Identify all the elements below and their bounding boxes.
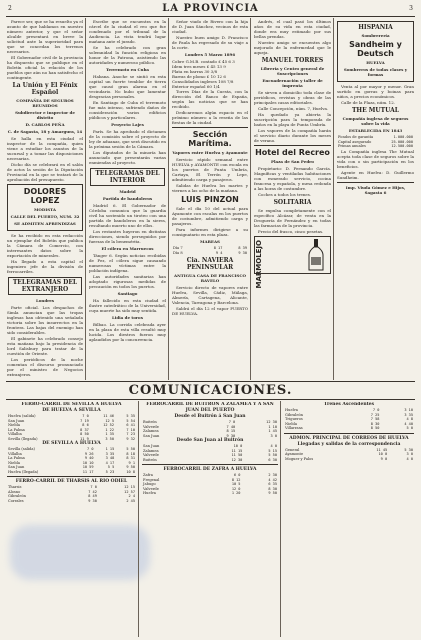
table-cell: 7 0 xyxy=(90,485,97,489)
table-cell: 1 15 xyxy=(105,447,115,451)
table-cell: 4 0 xyxy=(406,456,413,461)
ad-line: Sombrerería xyxy=(361,33,390,38)
section-heading: Sección Marítima. xyxy=(188,130,232,148)
paragraph: Bilbao. La corrida celebrada ayer en la plaza de esta villa resultó muy lucida. Los diestros fueron muy aplaudidos por la concurrencia. xyxy=(89,322,166,342)
advertisement-box xyxy=(7,184,83,231)
paragraph: Sale el día 10 del actual para Ayamonte con escalas en los puertos de costumbre, admitiendo carga y pasajeros. xyxy=(172,206,248,226)
timetable-heading: FERROCARRIL DE ZAFRA A HUELVA xyxy=(163,467,257,472)
paragraph: Nuestro buen amigo D. Francisco de Paula ha regresado de su viaje a la corte. xyxy=(172,35,248,50)
table-cell: 25.000.000 xyxy=(391,139,413,144)
ad-line: HUELVA xyxy=(366,60,385,65)
paragraph: Parece ser, que se ha resuelto ya el asunto de que hablamos en nuestro número anterior, y que el señor alcalde presentará en breve la solicitud ante la superioridad para que se concedan los terrenos necesarios. xyxy=(7,19,83,54)
page-number-left: 2 xyxy=(8,5,12,12)
column-separator xyxy=(138,401,139,637)
ad-line: SE ADMITEN APRENDIZAS xyxy=(14,221,76,226)
table-cell: 8 50 xyxy=(370,426,380,430)
subheading: Partida de bandoleros xyxy=(102,196,153,201)
divider xyxy=(254,145,331,146)
table-cell: 8 37 xyxy=(80,427,89,432)
paragraph: Calle de la Plaza, núm. 12. xyxy=(341,100,396,105)
timetable-column-1 xyxy=(7,402,136,637)
paragraph: Los periódicos de la noche comentan el discurso pronunciado por el ministro de Negocios extranjeros. xyxy=(7,357,83,377)
page-number-right: 3 xyxy=(409,5,413,12)
timetable-subheading: Desde San Juan al Buitrón xyxy=(176,438,244,443)
section-heading: TELEGRAMAS DEL EXTRANJERO xyxy=(8,277,82,295)
table-cell: 11 50 xyxy=(231,453,243,457)
paragraph: Se sirven a domicilio toda clase de periódicos, revistas y obras de las principales casas editoriales. xyxy=(254,90,331,105)
table-cell: 8 49 xyxy=(88,494,97,498)
paragraph: La Compañía inglesa The Mutual acepta toda clase de seguros sobre la vida con o sin participación en los beneficios. xyxy=(337,148,414,169)
subheading: Vapores entre Huelva y Ayamonte xyxy=(172,150,248,155)
timetable xyxy=(284,408,414,431)
table-cell: 7 42 xyxy=(88,489,97,494)
table-cell: 7 10 xyxy=(126,427,135,432)
ad-line: D. CARLOS PEÑA xyxy=(25,122,65,127)
market-line: Exterior español 60 1/4 xyxy=(172,84,220,89)
advertisement-box xyxy=(337,21,414,82)
table-cell: Buitrón xyxy=(143,457,157,462)
table-cell: 10 10 xyxy=(82,460,94,465)
market-line: Idem tres meses £ 45 13 9 xyxy=(172,64,226,69)
timetable-heading: Trenes Ascendentes xyxy=(323,402,375,407)
column-separator xyxy=(280,401,281,637)
table-cell: 9 50 xyxy=(126,465,135,469)
paragraph: Parte oficial. Los despachos de Simla anuncian que las tropas inglesas han obtenido una señalada victoria sobre los insurrectos en la frontera. Las bajas del enemigo han sido considerables. xyxy=(7,305,83,335)
timetable-column-2 xyxy=(142,402,278,637)
timetable xyxy=(7,485,136,503)
timetable xyxy=(7,414,136,441)
paragraph: Habana. Anoche se sintió en esta capital un fuerte temblor de tierra que causó gran alarma en el vecindario. No hubo que lamentar desgracias personales. xyxy=(89,74,166,99)
table-cell: 1 35 xyxy=(105,432,115,436)
table-cell: San Juan xyxy=(143,444,160,448)
bottle-icon xyxy=(306,239,326,271)
subheading: El cólera en Marruecos xyxy=(101,246,154,251)
table-cell: Niebla xyxy=(8,460,21,465)
subheading: Terremoto en Cuba xyxy=(106,67,149,72)
paragraph: Saldrá el día 12 el vapor PUERTO DE HUELVA. xyxy=(172,306,248,316)
paragraph: Torres Díaz de la Cuesta, con la dirección del Banco de España, según las noticias que se han recibido. xyxy=(172,89,248,109)
timetable-heading: FERROCARRIL DE BUITRON A ZALAMEA Y A SAN JUAN DEL PUERTO xyxy=(146,402,274,413)
table-cell: 11 15 xyxy=(231,448,243,453)
paragraph: En Santiago de Cuba el terremoto fue más intenso, sufriendo daños de consideración varios edificios públicos y particulares. xyxy=(89,100,166,120)
paragraph: Madrid 6. El Gobernador de Córdoba comunica que la guardia civil ha sostenido un tiroteo con una partida de bandoleros en la sierra, resultando muerto uno de ellos. xyxy=(89,203,166,228)
table-cell: Valverde xyxy=(143,486,159,491)
column-separator xyxy=(333,18,334,380)
tide-table xyxy=(172,246,248,255)
subheading: Lidia de toros xyxy=(112,315,143,320)
ad-subheading: Compañía inglesa de seguros sobre la vida xyxy=(342,116,409,126)
table-cell: 3 35 xyxy=(404,412,413,417)
table-cell: 3 10 xyxy=(404,408,413,412)
paragraph: Los restantes huyeron en distintas direcciones, siendo perseguidos por fuerzas de la benemérita. xyxy=(89,229,166,244)
column-separator xyxy=(85,18,86,380)
table-cell: Villalba xyxy=(8,432,22,436)
table-cell: 10 8 xyxy=(126,469,135,474)
column-4 xyxy=(254,19,331,380)
market-line: Cobre G.M.B. contado £ 45 6 3 xyxy=(172,59,235,64)
ad-subheading: ANTIGUA CASA DE FRANCISCO RAVELO xyxy=(173,273,246,283)
ad-heading: SOLITARIA xyxy=(273,199,312,206)
table-cell: 2 45 xyxy=(126,498,135,503)
tide-heading: MAREAS xyxy=(200,239,220,244)
table-cell: 12 57 xyxy=(124,489,135,494)
table-cell: 9 30 xyxy=(88,498,97,503)
table-cell: 8 30 xyxy=(370,421,380,426)
dateline: Londres xyxy=(35,298,55,303)
paragraph: Coches a todos los trenes. xyxy=(258,192,312,197)
table-cell: Villarrasa xyxy=(285,426,303,430)
table-cell: La Palma xyxy=(8,427,25,432)
table-cell: 9 50 xyxy=(268,491,277,495)
paragraph: Tánger 6. Según noticias recibidas de Fez, el cólera sigue causando numerosas víctimas entre la población indígena. xyxy=(89,253,166,273)
paragraph: París. Se ha aprobado el dictamen de la comisión sobre el proyecto de ley de aduanas, que será discutido en la próxima sesión de la Cámara. xyxy=(89,129,166,149)
table-cell: 5 50 xyxy=(268,453,277,457)
imprint: Imp. Viuda Gómez e Hijos, Sagasta 6 xyxy=(345,184,406,195)
table-cell: 6 35 xyxy=(268,482,277,486)
table-cell: Día 7 xyxy=(173,246,183,250)
subheading: Santiago xyxy=(117,291,138,296)
divider xyxy=(284,433,414,434)
table-cell: 5 30 xyxy=(404,447,413,452)
paragraph: Se ha celebrado con gran solemnidad la función religiosa en honor de la Patrona, asistiendo las autoridades y numeroso público. xyxy=(89,45,166,65)
table-cell: 10 0 xyxy=(378,452,388,456)
table-row xyxy=(7,470,136,475)
market-line: Plata en barras 30 3/8 xyxy=(172,69,218,74)
ship-name: LUIS PINZON xyxy=(181,195,239,204)
timetable-subheading: Llegadas y salidas de la correspondencia xyxy=(297,441,401,447)
table-row xyxy=(142,458,278,463)
table-row xyxy=(284,426,414,431)
table-cell: 12 5 xyxy=(105,418,115,423)
ad-line: Sombreros de todas clases y formas xyxy=(343,67,408,77)
table-cell: 11 46 xyxy=(103,414,115,418)
market-heading: Londres 5 Marzo 1896 xyxy=(184,52,236,57)
paragraph: Los diputados de la minoría han anunciado que presentarán varias enmiendas al proyecto. xyxy=(89,150,166,165)
paragraph: Servicio rápido semanal entre HUELVA y AYAMONTE con escala en los puertos de Punta Umbría, Cartaya, El Terrón y Lepe, admitiendo carga y pasajeros. xyxy=(172,157,248,182)
paragraph: El Gobernador civil de la provincia ha dispuesto que se publique en el Boletín oficial la relación de los pueblos que aún no han satisfecho el contingente. xyxy=(7,55,83,80)
timetable-subheading: DE SEVILLA A HUELVA xyxy=(42,441,101,446)
table-cell: 1 10 xyxy=(268,424,277,429)
column-3 xyxy=(172,19,248,380)
table-cell: 7 23 xyxy=(126,432,135,436)
table-cell: 12 30 xyxy=(266,420,277,424)
paragraph: Dicho día se celebrará en el salón de actos la sesión de la Diputación Provincial en la que se tratará de la aprobación del presupuesto. xyxy=(7,162,83,182)
column-separator xyxy=(250,18,251,380)
table-cell: 9 30 xyxy=(226,433,236,438)
table-cell: San Juan xyxy=(143,433,160,438)
table-row xyxy=(284,457,414,462)
column-1 xyxy=(7,19,83,380)
paragraph: Nuestro amigo se encuentra algo mejorado de la enfermedad que le aqueja. xyxy=(254,40,331,55)
table-cell: 9 4 xyxy=(215,250,223,255)
table-cell: 6 30 xyxy=(268,457,277,462)
paragraph: Andrés, el cual pasó los últimos años de su vida en esta ciudad, donde era muy estimado por sus bellas prendas. xyxy=(254,19,331,39)
table-cell: 3 0 xyxy=(270,433,277,438)
ad-heading: THE MUTUAL xyxy=(351,107,400,114)
table-cell: 4 42 xyxy=(268,477,277,482)
table-cell: San Juan xyxy=(8,465,25,469)
table-cell: 8 18 xyxy=(126,451,135,456)
bottle-label: MARMOLEJO xyxy=(255,240,263,289)
ad-brand: Sandheim y Deutsch xyxy=(349,40,402,58)
ad-subheading: Plaza de San Pedro xyxy=(271,159,314,164)
table-cell: 5 5 xyxy=(107,465,115,469)
paragraph: Los vapores de la compañía harán el servicio diario durante los meses de verano. xyxy=(254,128,331,143)
table-cell: Primas anuales xyxy=(338,144,366,148)
table-cell: 9 26 xyxy=(84,451,94,456)
table-cell: 2 30 xyxy=(268,473,277,477)
table-cell: 5 23 xyxy=(105,469,115,474)
divider xyxy=(142,464,278,465)
table-cell: 11 9 xyxy=(80,436,89,441)
table-cell: 4 40 xyxy=(404,421,413,426)
table-row xyxy=(142,491,278,496)
market-line: Consolidados ingleses 108 7/8 xyxy=(172,79,234,84)
section-rule xyxy=(6,381,415,382)
table-cell: 7 0 xyxy=(372,408,380,412)
timetable-column-3 xyxy=(284,402,414,637)
table-cell: 8 31 xyxy=(126,456,135,460)
table-cell: La Palma xyxy=(8,456,25,460)
timetable-subheading: DE HUELVA A SEVILLA xyxy=(42,408,101,413)
table-cell: Huelva (salida) xyxy=(8,414,36,418)
paragraph: Las autoridades sanitarias han adoptado rigurosas medidas de precaución en todos los puertos. xyxy=(89,274,166,289)
table-cell: 12 0 xyxy=(231,486,241,491)
masthead xyxy=(0,3,421,15)
ad-title: DOLORES LOPEZ xyxy=(23,187,67,205)
table-cell: 10 5 xyxy=(231,482,241,486)
table-cell: San Juan xyxy=(8,418,25,423)
table-cell: Valverde xyxy=(143,424,159,429)
paragraph: Señor viudo de Rivero con la hija de D. Juan Sánchez, vecinos de esta ciudad. xyxy=(172,19,248,34)
table-cell: Moguer y Palos xyxy=(285,456,314,461)
table-cell: 6 0 xyxy=(233,473,241,477)
table-cell: 5 50 xyxy=(126,447,135,451)
table-cell: 3 0 xyxy=(406,452,413,456)
table-cell: Gibraleón xyxy=(8,494,26,498)
table-cell: Sevilla (salida) xyxy=(8,447,35,451)
table-cell: Día 8 xyxy=(173,250,183,255)
table-cell: Ayamonte xyxy=(285,452,304,456)
subheading: Proyecto Lajes xyxy=(111,122,144,127)
table-cell: 12 15 xyxy=(124,485,135,489)
section-rule xyxy=(6,399,415,400)
table-cell: 8 39 xyxy=(238,246,247,250)
table-cell: 4 8 xyxy=(406,417,413,421)
table-cell: Zafra xyxy=(143,473,153,477)
ad-line: Subdirector e inspector de distrito xyxy=(15,110,75,120)
table-cell: 8 30 xyxy=(268,486,277,491)
dateline: Madrid xyxy=(119,189,136,194)
paragraph: Precio del frasco, cinco pesetas. xyxy=(258,229,324,234)
table-cell: Niebla xyxy=(8,423,21,427)
table-cell: 12 30 xyxy=(231,457,243,462)
ad-line: C. de Sagasta, 18 y Amargura, 14 xyxy=(7,129,83,134)
timetable xyxy=(142,420,278,438)
table-cell: 9 40 xyxy=(84,456,94,460)
subheading xyxy=(7,379,83,380)
table-cell: Zalamea xyxy=(143,448,159,453)
paragraph: Ha llegado a esta capital el ingeniero jefe de la división de ferrocarriles. xyxy=(7,259,83,274)
market-line: Barras de plomo £ 10 12 6 xyxy=(172,74,226,79)
ad-line: MODISTA xyxy=(33,207,56,212)
paragraph: Salidas de Huelva los martes y viernes a las ocho de la mañana. xyxy=(172,183,248,193)
divider xyxy=(337,182,414,183)
table-cell: 10 59 xyxy=(82,465,94,469)
table-cell: 5 54 xyxy=(126,418,135,423)
table-cell: 9 0 xyxy=(380,456,388,461)
table-cell: Huelva (llegada) xyxy=(8,469,39,474)
table-row xyxy=(172,251,248,256)
table-cell: 2 4 xyxy=(128,494,135,498)
masthead-rule xyxy=(6,16,415,17)
table-cell: 6 41 xyxy=(126,423,135,427)
newspaper-title: LA PROVINCIA xyxy=(162,3,259,14)
ad-subheading: Encuadernación y taller de imprenta xyxy=(262,78,323,88)
table-cell: Zalamea xyxy=(143,429,159,433)
table-cell: Buitrón xyxy=(143,420,157,424)
timetable xyxy=(142,473,278,496)
paragraph: Venta al por mayor y menor. Gran surtido en gorras y boinas para niños, a precios económicos. xyxy=(337,84,414,99)
table-cell: Sevilla (llegada) xyxy=(8,436,38,441)
table-cell: General xyxy=(285,447,300,452)
table-cell: 7 19 xyxy=(80,418,89,423)
table-cell: Valverde xyxy=(143,453,159,457)
paragraph: Ha fallecido en esta ciudad el ilustre catedrático de la Universidad, cuya muerte ha sido muy sentida. xyxy=(89,298,166,313)
ad-heading: Hotel del Recreo xyxy=(255,148,330,157)
ad-subheading: COMPAÑIA DE SEGUROS REUNIDOS xyxy=(16,98,74,108)
timetable-heading: ADMON. PRINCIPAL DE CORREOS DE HUELVA xyxy=(289,435,409,441)
table-row xyxy=(7,499,136,504)
table-cell: Huelva xyxy=(285,408,298,412)
paragraph: Para informes dirigirse a su consignatario en esta plaza. xyxy=(172,227,248,237)
timetable-heading: FERRO-CARRIL DE SEVILLA A HUELVA xyxy=(21,402,122,407)
table-cell: 9 1 xyxy=(128,460,135,465)
paragraph: El gabinete ha celebrado consejo esta mañana bajo la presidencia de lord Salisbury para tratar de la cuestión de Oriente. xyxy=(7,336,83,356)
paragraph: Escribe que se encuentra en la cárcel de la ciudad el reo que fue condenado por el tribunal de la Audiencia. La vista tendrá lugar mañana ante el jurado. xyxy=(89,19,166,44)
paragraph: Se ha recibido en esta redacción un ejemplar del Boletín que publica la Cámara de Comercio, con interesantes datos sobre la exportación de minerales. xyxy=(7,233,83,258)
section-heading: TELEGRAMAS DEL INTERIOR xyxy=(90,168,165,186)
column-5 xyxy=(337,19,414,380)
table-cell: 11 17 xyxy=(82,469,94,474)
table-cell: 10 0 xyxy=(233,444,243,448)
table-cell: 12.500.000 xyxy=(391,144,413,148)
paragraph: Ha quedado ya abierta la suscripción para la temporada de baños en la playa de Punta Umbría. xyxy=(254,112,331,127)
table-cell: 1 45 xyxy=(268,429,277,433)
table-cell: Jabugo xyxy=(143,482,156,486)
table-cell: Tharsis xyxy=(8,485,22,489)
table-cell: 11 45 xyxy=(376,447,388,452)
table-cell: 1 20 xyxy=(231,491,241,495)
ad-subheading: ESTABLECIDA EN 1843 xyxy=(348,128,403,133)
table-cell: 5 0 xyxy=(406,426,413,430)
table-cell: 7 0 xyxy=(87,447,94,451)
timetable xyxy=(142,444,278,462)
table-cell: 9 32 xyxy=(126,436,135,441)
table-cell: 1 22 xyxy=(105,427,115,432)
insurance-table xyxy=(337,135,414,149)
table-cell: 7 0 xyxy=(228,420,236,424)
table-cell: 3 35 xyxy=(105,451,115,456)
paragraph: Agente en Huelva: D. Guillermo Sundheim. xyxy=(337,169,414,180)
column-separator xyxy=(168,18,169,380)
ad-heading: MANUEL TORRES xyxy=(261,57,324,64)
table-cell: 1.000.000 xyxy=(393,135,413,139)
paragraph: Se expulsa completamente con el específico Alcázar, de venta en la Droguería de Fernández y en todas las farmacias de la provincia. xyxy=(254,208,331,228)
timetable-subheading: Desde el Buitrón á San Juan xyxy=(174,414,246,419)
ad-title: HISPANIA xyxy=(358,24,393,31)
table-cell: 7 58 xyxy=(370,417,380,421)
table-cell: Trigueros xyxy=(285,417,303,421)
timetable-heading: FERRO-CARRIL DE THARSIS AL RIO ODIEL xyxy=(15,479,128,484)
table-cell: 8 12 xyxy=(231,477,241,482)
table-cell: 7 40 xyxy=(226,424,236,429)
table-cell: Corrales xyxy=(8,498,24,503)
table-cell: 4 17 xyxy=(105,460,115,465)
ad-subheading: Librería y Centro general de Suscripciones xyxy=(260,66,325,76)
table-cell: 4 0 xyxy=(270,444,277,448)
ad-line: CALLE DEL PUERTO, NUM. 32 xyxy=(10,214,80,219)
paragraph: Calle Concepción, núm. 7, Huelva. xyxy=(258,106,329,111)
table-cell: 8 17 xyxy=(213,246,223,250)
table-cell: Niebla xyxy=(285,421,298,426)
table-cell: 5 35 xyxy=(126,414,135,418)
ad-heading: La Unión y El Fénix Español xyxy=(12,82,78,96)
paragraph: Propietario: D. Fernando García. Magníficas y ventiladas habitaciones con esmerado servicio, cocina francesa y española, y mesa redonda a las horas de costumbre. xyxy=(254,166,331,191)
table-cell: 3 48 xyxy=(105,456,115,460)
paragraph: Se halla en esta ciudad el inspector de la compañía, quien viene a estudiar los asuntos de la sucursal y a tomar las disposiciones necesarias. xyxy=(7,136,83,161)
paragraph: Dedicaremos algún espacio en el próximo número a la reseña de las fiestas de la ciudad. xyxy=(172,110,248,125)
table-cell: Villalba xyxy=(8,451,22,456)
paragraph: Servicio directo de vapores entre Huelva, Sevilla, Cádiz, Málaga, Almería, Cartagena, Alicante, Valencia, Tarragona y Barcelona. xyxy=(172,285,248,305)
table-cell: 8 6 xyxy=(82,423,89,427)
table-cell: 8 50 xyxy=(80,432,89,436)
table-cell: Alosno xyxy=(8,489,21,494)
table-cell: Fondos de garantía xyxy=(338,135,374,139)
table-cell: Fregenal xyxy=(143,477,160,482)
timetable xyxy=(7,447,136,474)
column-2 xyxy=(89,19,166,380)
table-cell: 7 0 xyxy=(82,414,89,418)
table-cell: 3 50 xyxy=(105,436,115,441)
divider xyxy=(7,476,136,477)
divider xyxy=(172,127,248,128)
table-cell: 5 15 xyxy=(268,448,277,453)
table-cell: 7 25 xyxy=(370,412,380,417)
communications-title: COMUNICACIONES. xyxy=(128,383,293,398)
table-cell: 9 30 xyxy=(238,250,247,255)
ad-heading: Cia. NAVIERA PENINSULAR xyxy=(186,257,234,271)
table-cell: 8 15 xyxy=(226,429,236,433)
table-cell: Huelva xyxy=(143,491,156,495)
bottle-advertisement xyxy=(254,236,331,289)
table-cell: 12 52 xyxy=(103,423,115,427)
table-cell: Gibraleón xyxy=(285,412,303,417)
table-cell: Capital asegurado xyxy=(338,139,372,144)
timetable xyxy=(284,448,414,462)
